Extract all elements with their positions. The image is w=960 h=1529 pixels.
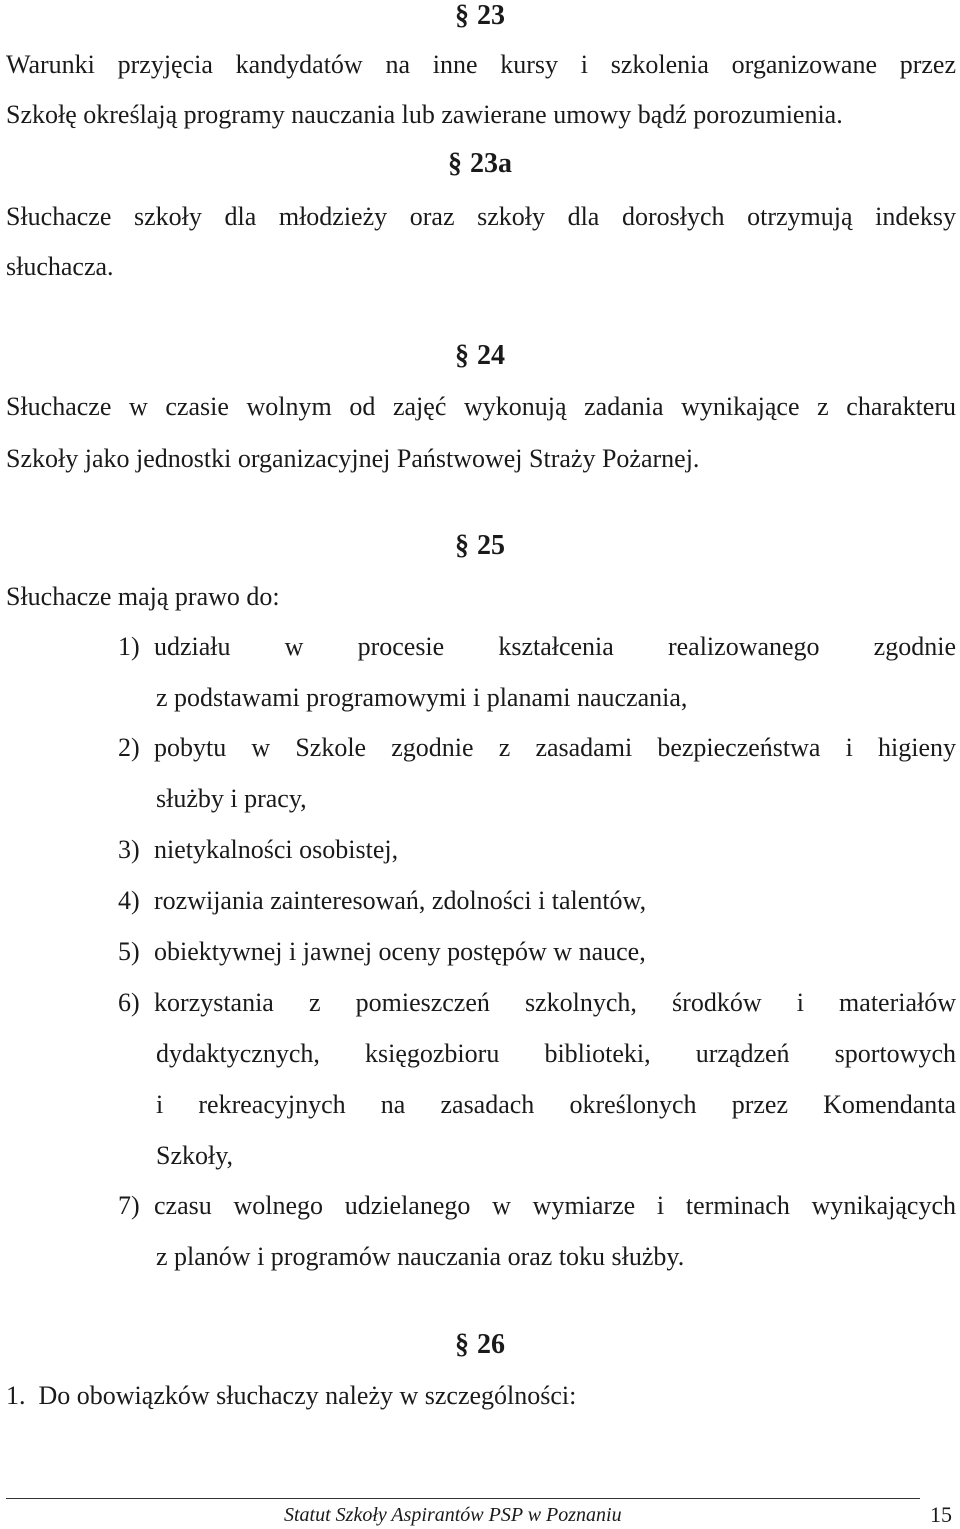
section-23a-line-1: Słuchacze szkoły dla młodzieży oraz szkoły dla dorosłych otrzymują indeksy	[6, 202, 956, 231]
list-item-number: 1)	[118, 632, 140, 661]
list-item-6-cont-2: i rekreacyjnych na zasadach określonych przez Komendanta	[156, 1090, 956, 1119]
section-23-line-2: Szkołę określają programy nauczania lub zawierane umowy bądź porozumienia.	[6, 100, 843, 129]
section-symbol: §	[455, 530, 469, 561]
list-item-number: 2)	[118, 733, 140, 762]
list-item-1	[118, 630, 956, 664]
section-number: 23	[477, 0, 505, 31]
list-item-7-cont: z planów i programów nauczania oraz toku służby.	[156, 1242, 685, 1271]
section-heading-23	[0, 0, 960, 32]
list-item-text: rozwijania zainteresowań, zdolności i talentów,	[154, 886, 647, 915]
section-24-line-2: Szkoły jako jednostki organizacyjnej Państwowej Straży Pożarnej.	[6, 444, 700, 473]
section-23-line-1: Warunki przyjęcia kandydatów na inne kursy i szkolenia organizowane przez	[6, 50, 956, 79]
list-item-3	[118, 833, 956, 867]
list-item-text: udziału w procesie kształcenia realizowanego zgodnie	[154, 632, 956, 661]
section-number: 25	[477, 530, 505, 561]
list-item-text: czasu wolnego udzielanego w wymiarze i terminach wynikających	[154, 1191, 956, 1220]
list-item-6	[118, 986, 956, 1020]
footer-rule	[6, 1498, 920, 1499]
footer-title: Statut Szkoły Aspirantów PSP w Poznaniu	[284, 1504, 622, 1526]
list-item-1-cont: z podstawami programowymi i planami nauczania,	[156, 683, 688, 712]
point-text: Do obowiązków słuchaczy należy w szczególności:	[38, 1381, 577, 1410]
list-item-2-cont: służby i pracy,	[156, 784, 307, 813]
list-item-2	[118, 731, 956, 765]
list-item-text: obiektywnej i jawnej oceny postępów w nauce,	[154, 937, 646, 966]
list-item-number: 3)	[118, 835, 140, 864]
section-symbol: §	[455, 1329, 469, 1360]
section-heading-23a	[0, 148, 960, 180]
section-26-point-1	[6, 1379, 956, 1413]
section-heading-24	[0, 340, 960, 372]
section-number: 23a	[470, 148, 512, 179]
list-item-4	[118, 884, 956, 918]
list-item-6-cont-3: Szkoły,	[156, 1141, 234, 1170]
page-number: 15	[930, 1502, 952, 1527]
section-23a-line-2: słuchacza.	[6, 252, 114, 281]
section-symbol: §	[455, 0, 469, 31]
list-item-text: korzystania z pomieszczeń szkolnych, środków i materiałów	[154, 988, 956, 1017]
list-item-number: 6)	[118, 988, 140, 1017]
section-25-intro: Słuchacze mają prawo do:	[6, 582, 280, 611]
section-symbol: §	[455, 340, 469, 371]
list-item-number: 4)	[118, 886, 140, 915]
list-item-7	[118, 1189, 956, 1223]
list-item-5	[118, 935, 956, 969]
section-heading-25	[0, 530, 960, 562]
list-item-6-cont-1: dydaktycznych, księgozbioru biblioteki, urządzeń sportowych	[156, 1039, 956, 1068]
section-heading-26	[0, 1329, 960, 1361]
section-number: 26	[477, 1329, 505, 1360]
list-item-number: 5)	[118, 937, 140, 966]
section-symbol: §	[448, 148, 462, 179]
list-item-number: 7)	[118, 1191, 140, 1220]
section-24-line-1: Słuchacze w czasie wolnym od zajęć wykonują zadania wynikające z charakteru	[6, 392, 956, 421]
list-item-text: nietykalności osobistej,	[154, 835, 399, 864]
list-item-text: pobytu w Szkole zgodnie z zasadami bezpieczeństwa i higieny	[154, 733, 956, 762]
point-number: 1.	[6, 1381, 26, 1410]
section-number: 24	[477, 340, 505, 371]
